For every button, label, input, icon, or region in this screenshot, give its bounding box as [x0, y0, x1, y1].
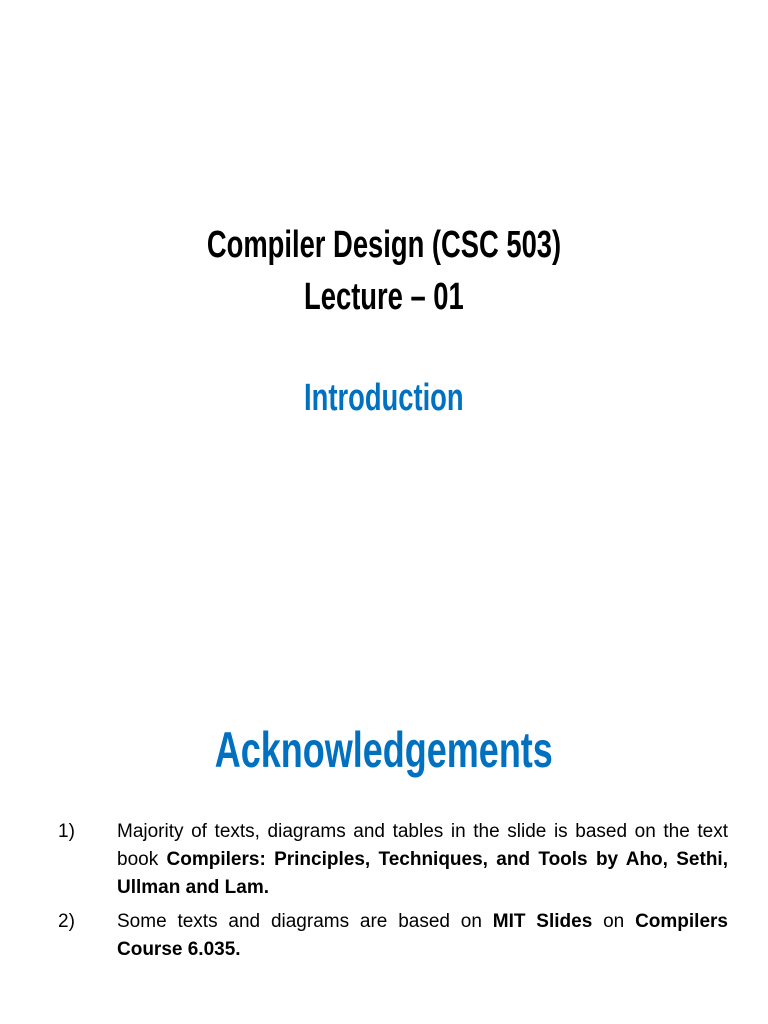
acknowledgements-list [58, 818, 728, 970]
lecture-subtitle-text: Introduction [304, 377, 464, 419]
list-item-text [117, 908, 728, 964]
list-item [58, 818, 728, 902]
mit-slides-reference: MIT Slides [492, 911, 593, 932]
course-reference: Compilers Course 6.035. [117, 911, 728, 960]
list-item-text [117, 818, 728, 902]
list-item [58, 908, 728, 964]
list-item-text-plain: on [592, 911, 636, 932]
textbook-reference: Compilers: Principles, Techniques, and Tools by Aho, Sethi, Ullman and Lam. [117, 849, 728, 898]
acknowledgements-heading-text: Acknowledgements [214, 722, 554, 778]
list-item-number: 2) [58, 911, 75, 932]
course-title-text: Compiler Design (CSC 503) [206, 224, 562, 266]
list-item-text-plain: Majority of texts, diagrams and tables in the slide is based on the text book [117, 821, 728, 870]
acknowledgements-heading [0, 718, 768, 782]
lecture-number-text: Lecture – 01 [304, 276, 464, 318]
lecture-number [0, 271, 768, 323]
course-title [0, 219, 768, 271]
list-item-number: 1) [58, 821, 75, 842]
lecture-subtitle [0, 372, 768, 424]
list-item-text-plain: Some texts and diagrams are based on [117, 911, 493, 932]
